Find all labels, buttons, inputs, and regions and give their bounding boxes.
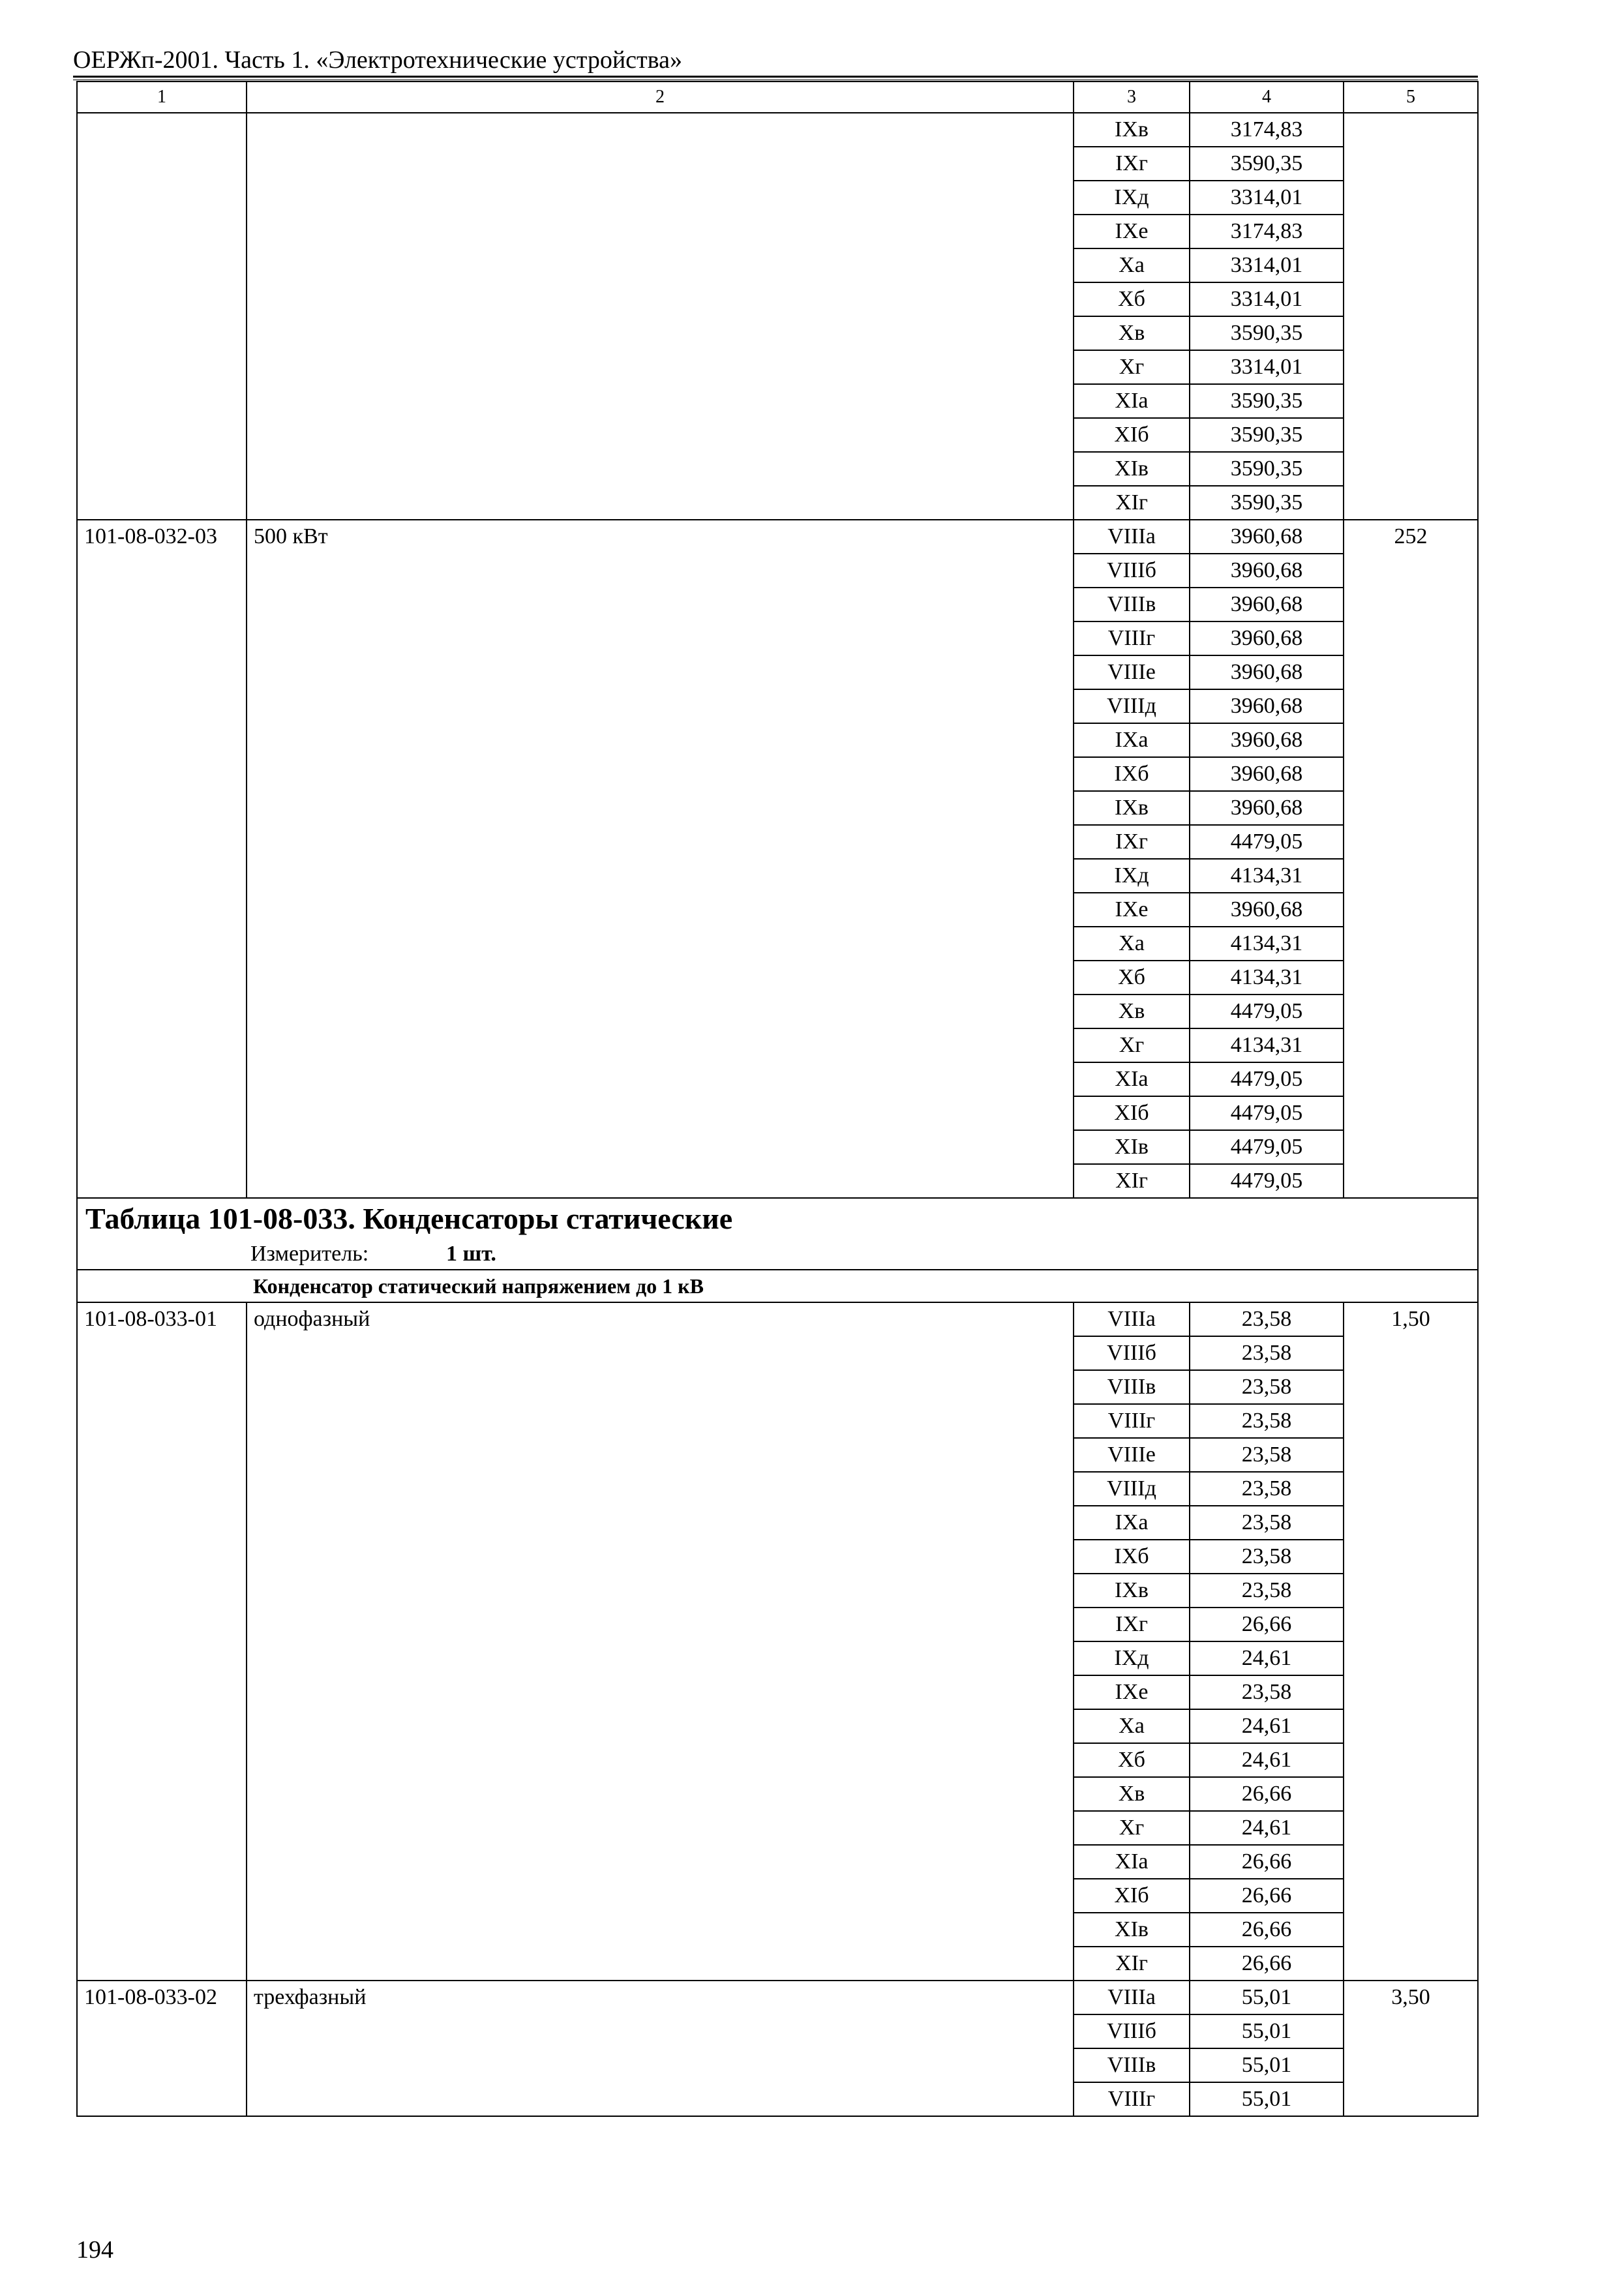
price-cell: 23,58	[1190, 1574, 1344, 1608]
price-cell: 3960,68	[1190, 791, 1344, 825]
price-cell: 3590,35	[1190, 147, 1344, 181]
zone-cell: IXб	[1074, 1540, 1190, 1574]
price-cell: 3174,83	[1190, 113, 1344, 147]
column-number: 3	[1074, 82, 1190, 113]
price-cell: 3960,68	[1190, 520, 1344, 554]
zone-cell: IXа	[1074, 723, 1190, 757]
zone-cell: XIг	[1074, 1164, 1190, 1198]
zone-cell: IXг	[1074, 825, 1190, 859]
price-cell: 4479,05	[1190, 1130, 1344, 1164]
price-cell: 4479,05	[1190, 1164, 1344, 1198]
price-cell: 23,58	[1190, 1540, 1344, 1574]
zone-cell: VIIIа	[1074, 520, 1190, 554]
zone-cell: IXг	[1074, 147, 1190, 181]
zone-cell: VIIIг	[1074, 2082, 1190, 2116]
zone-cell: VIIIг	[1074, 1404, 1190, 1438]
column-number: 4	[1190, 82, 1344, 113]
table-row	[77, 1981, 1478, 2014]
zone-cell: XIб	[1074, 1096, 1190, 1130]
table-row	[77, 113, 1478, 147]
zone-cell: IXв	[1074, 1574, 1190, 1608]
price-cell: 55,01	[1190, 2082, 1344, 2116]
price-cell: 24,61	[1190, 1641, 1344, 1675]
zone-cell: VIIIд	[1074, 689, 1190, 723]
header-rule	[73, 76, 1478, 80]
zone-cell: VIIIа	[1074, 1302, 1190, 1336]
zone-cell: Xб	[1074, 1743, 1190, 1777]
zone-cell: Xг	[1074, 350, 1190, 384]
price-cell: 3590,35	[1190, 418, 1344, 452]
price-cell: 3174,83	[1190, 215, 1344, 248]
col5-cell: 3,50	[1344, 1981, 1478, 2116]
price-cell: 23,58	[1190, 1675, 1344, 1709]
price-cell: 3960,68	[1190, 621, 1344, 655]
price-cell: 23,58	[1190, 1438, 1344, 1472]
zone-cell: XIа	[1074, 1845, 1190, 1879]
table-row	[77, 1302, 1478, 1336]
column-number: 1	[77, 82, 247, 113]
item-code-cell: 101-08-032-03	[77, 520, 247, 1198]
price-table-body	[77, 82, 1478, 2116]
zone-cell: XIа	[1074, 1062, 1190, 1096]
price-cell: 3314,01	[1190, 350, 1344, 384]
price-cell: 26,66	[1190, 1845, 1344, 1879]
zone-cell: IXд	[1074, 1641, 1190, 1675]
item-name-cell	[247, 113, 1074, 520]
price-cell: 23,58	[1190, 1370, 1344, 1404]
subheading: Конденсатор статический напряжением до 1 кВ	[247, 1270, 1478, 1302]
item-name-cell: однофазный	[247, 1302, 1074, 1981]
table-title-row	[77, 1198, 1478, 1270]
column-number: 2	[247, 82, 1074, 113]
price-cell: 3590,35	[1190, 316, 1344, 350]
zone-cell: IXе	[1074, 893, 1190, 927]
measure-value: 1 шт.	[446, 1242, 496, 1266]
price-cell: 3960,68	[1190, 723, 1344, 757]
zone-cell: Xа	[1074, 1709, 1190, 1743]
item-name-cell: 500 кВт	[247, 520, 1074, 1198]
price-cell: 3590,35	[1190, 486, 1344, 520]
price-cell: 4479,05	[1190, 1062, 1344, 1096]
table-title-cell	[77, 1198, 1478, 1270]
price-cell: 23,58	[1190, 1336, 1344, 1370]
price-cell: 24,61	[1190, 1709, 1344, 1743]
zone-cell: Xа	[1074, 248, 1190, 282]
price-cell: 3960,68	[1190, 757, 1344, 791]
zone-cell: VIIIв	[1074, 2048, 1190, 2082]
zone-cell: Xг	[1074, 1028, 1190, 1062]
column-number: 5	[1344, 82, 1478, 113]
price-cell: 4134,31	[1190, 859, 1344, 893]
price-cell: 55,01	[1190, 1981, 1344, 2014]
zone-cell: IXд	[1074, 859, 1190, 893]
price-cell: 3590,35	[1190, 384, 1344, 418]
zone-cell: VIIIе	[1074, 1438, 1190, 1472]
price-cell: 26,66	[1190, 1879, 1344, 1913]
zone-cell: IXв	[1074, 113, 1190, 147]
subheading-spacer	[77, 1270, 247, 1302]
price-cell: 3960,68	[1190, 588, 1344, 621]
item-code-cell	[77, 113, 247, 520]
zone-cell: VIIIд	[1074, 1472, 1190, 1506]
zone-cell: Xв	[1074, 316, 1190, 350]
price-cell: 4134,31	[1190, 961, 1344, 995]
zone-cell: Xа	[1074, 927, 1190, 961]
price-cell: 26,66	[1190, 1608, 1344, 1641]
item-code-cell: 101-08-033-01	[77, 1302, 247, 1981]
col5-cell: 252	[1344, 520, 1478, 1198]
price-cell: 55,01	[1190, 2014, 1344, 2048]
zone-cell: IXд	[1074, 181, 1190, 215]
zone-cell: IXе	[1074, 1675, 1190, 1709]
zone-cell: IXе	[1074, 215, 1190, 248]
price-cell: 4479,05	[1190, 995, 1344, 1028]
zone-cell: XIв	[1074, 1130, 1190, 1164]
price-cell: 4479,05	[1190, 1096, 1344, 1130]
zone-cell: XIб	[1074, 1879, 1190, 1913]
price-cell: 26,66	[1190, 1947, 1344, 1981]
price-cell: 3314,01	[1190, 248, 1344, 282]
price-cell: 3960,68	[1190, 893, 1344, 927]
zone-cell: IXб	[1074, 757, 1190, 791]
zone-cell: Xг	[1074, 1811, 1190, 1845]
col5-cell: 1,50	[1344, 1302, 1478, 1981]
col5-cell	[1344, 113, 1478, 520]
zone-cell: XIг	[1074, 486, 1190, 520]
zone-cell: Xв	[1074, 995, 1190, 1028]
price-cell: 23,58	[1190, 1506, 1344, 1540]
price-cell: 24,61	[1190, 1811, 1344, 1845]
price-cell: 23,58	[1190, 1472, 1344, 1506]
zone-cell: XIв	[1074, 1913, 1190, 1947]
zone-cell: IXа	[1074, 1506, 1190, 1540]
table-row	[77, 520, 1478, 554]
zone-cell: VIIIб	[1074, 554, 1190, 588]
zone-cell: XIг	[1074, 1947, 1190, 1981]
price-cell: 3960,68	[1190, 655, 1344, 689]
running-header: ОЕРЖп-2001. Часть 1. «Электротехнические устройства»	[73, 46, 682, 74]
price-cell: 23,58	[1190, 1404, 1344, 1438]
price-cell: 3960,68	[1190, 554, 1344, 588]
price-cell: 24,61	[1190, 1743, 1344, 1777]
price-cell: 55,01	[1190, 2048, 1344, 2082]
price-cell: 23,58	[1190, 1302, 1344, 1336]
zone-cell: XIв	[1074, 452, 1190, 486]
price-cell: 4134,31	[1190, 1028, 1344, 1062]
price-cell: 26,66	[1190, 1777, 1344, 1811]
zone-cell: VIIIб	[1074, 1336, 1190, 1370]
table-title: Таблица 101-08-033. Конденсаторы статические	[85, 1202, 733, 1235]
price-cell: 26,66	[1190, 1913, 1344, 1947]
zone-cell: VIIIб	[1074, 2014, 1190, 2048]
price-cell: 4479,05	[1190, 825, 1344, 859]
subheading-row	[77, 1270, 1478, 1302]
zone-cell: VIIIв	[1074, 1370, 1190, 1404]
zone-cell: VIIIв	[1074, 588, 1190, 621]
measure-label: Измеритель:	[250, 1242, 369, 1266]
zone-cell: VIIIа	[1074, 1981, 1190, 2014]
zone-cell: Xб	[1074, 961, 1190, 995]
zone-cell: IXв	[1074, 791, 1190, 825]
price-cell: 4134,31	[1190, 927, 1344, 961]
zone-cell: XIа	[1074, 384, 1190, 418]
item-name-cell: трехфазный	[247, 1981, 1074, 2116]
page-number: 194	[76, 2236, 113, 2264]
column-number-row	[77, 82, 1478, 113]
measure-row	[84, 1239, 1471, 1269]
zone-cell: XIб	[1074, 418, 1190, 452]
zone-cell: Xб	[1074, 282, 1190, 316]
price-table	[76, 81, 1479, 2117]
zone-cell: VIIIе	[1074, 655, 1190, 689]
price-cell: 3590,35	[1190, 452, 1344, 486]
item-code-cell: 101-08-033-02	[77, 1981, 247, 2116]
zone-cell: IXг	[1074, 1608, 1190, 1641]
price-cell: 3960,68	[1190, 689, 1344, 723]
zone-cell: VIIIг	[1074, 621, 1190, 655]
price-cell: 3314,01	[1190, 282, 1344, 316]
zone-cell: Xв	[1074, 1777, 1190, 1811]
price-cell: 3314,01	[1190, 181, 1344, 215]
